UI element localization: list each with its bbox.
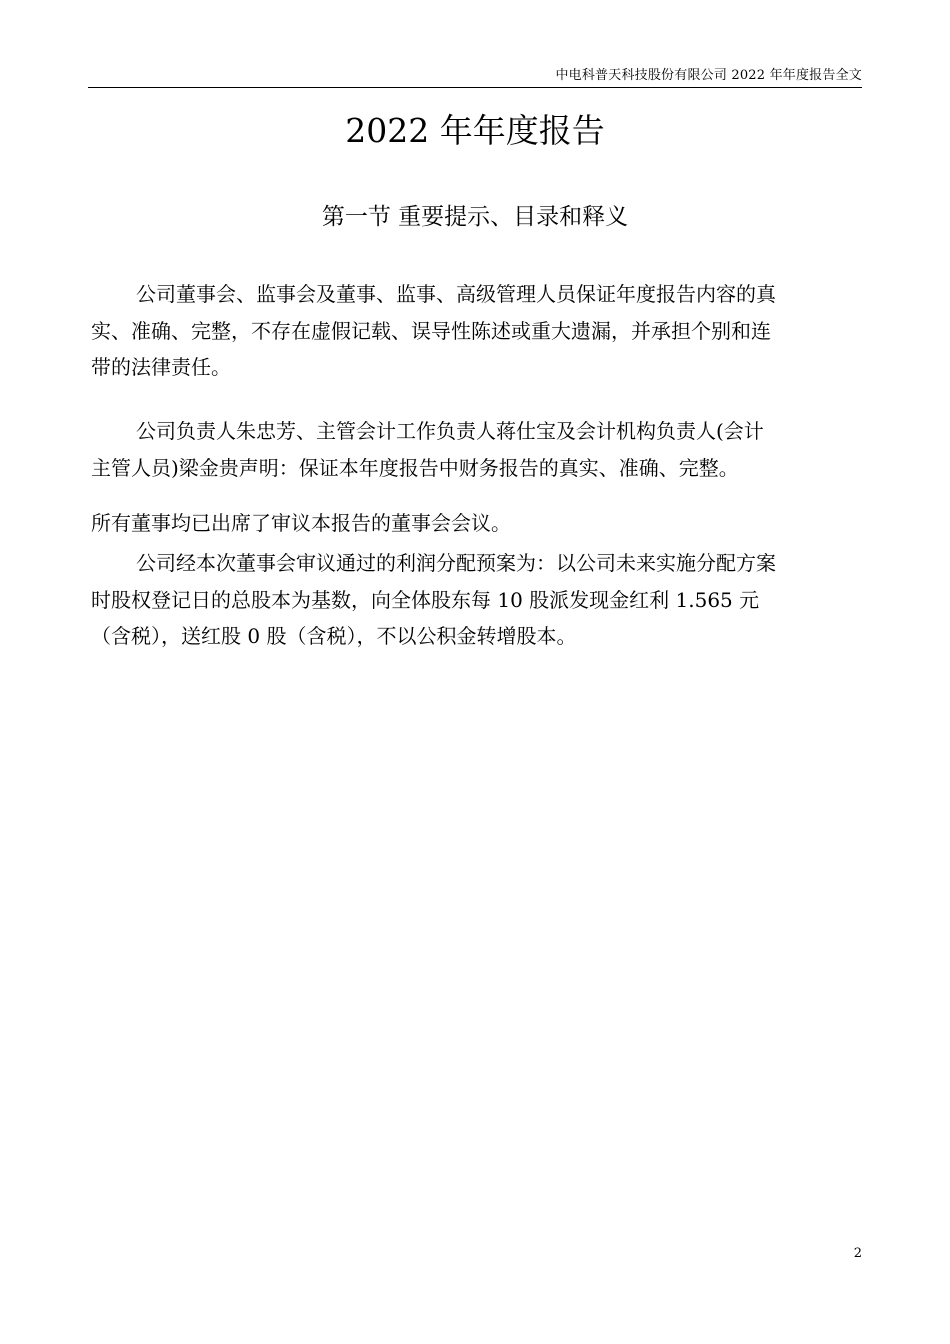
paragraph-directors-attendance (91, 505, 861, 542)
paragraph-board-guarantee (91, 276, 861, 386)
paragraph-line: 公司负责人朱忠芳、主管会计工作负责人蒋仕宝及会计机构负责人(会计 (136, 419, 764, 443)
paragraph-line: 时股权登记日的总股本为基数，向全体股东每 10 股派发现金红利 1.565 元 (91, 587, 760, 612)
paragraph-line: （含税），送红股 0 股（含税），不以公积金转增股本。 (91, 624, 577, 648)
paragraph-line: 公司经本次董事会审议通过的利润分配预案为：以公司未来实施分配方案 (136, 551, 776, 575)
paragraph-line: 带的法律责任。 (91, 355, 231, 379)
paragraph-line: 实、准确、完整，不存在虚假记载、误导性陈述或重大遗漏，并承担个别和连 (91, 318, 771, 343)
running-header: 中电科普天科技股份有限公司 2022 年年度报告全文 (555, 68, 862, 83)
paragraph-line: 公司董事会、监事会及董事、监事、高级管理人员保证年度报告内容的真 (136, 282, 776, 306)
paragraph-line: 主管人员)梁金贵声明：保证本年度报告中财务报告的真实、准确、完整。 (91, 455, 739, 480)
section-heading: 第一节 重要提示、目录和释义 (321, 204, 629, 230)
paragraph-profit-distribution (91, 545, 861, 655)
header-divider (88, 87, 862, 88)
document-title: 2022 年年度报告 (345, 111, 605, 150)
paragraph-responsible-persons (91, 413, 861, 486)
paragraph-line: 所有董事均已出席了审议本报告的董事会会议。 (91, 511, 511, 535)
page-number: 2 (853, 1246, 862, 1261)
